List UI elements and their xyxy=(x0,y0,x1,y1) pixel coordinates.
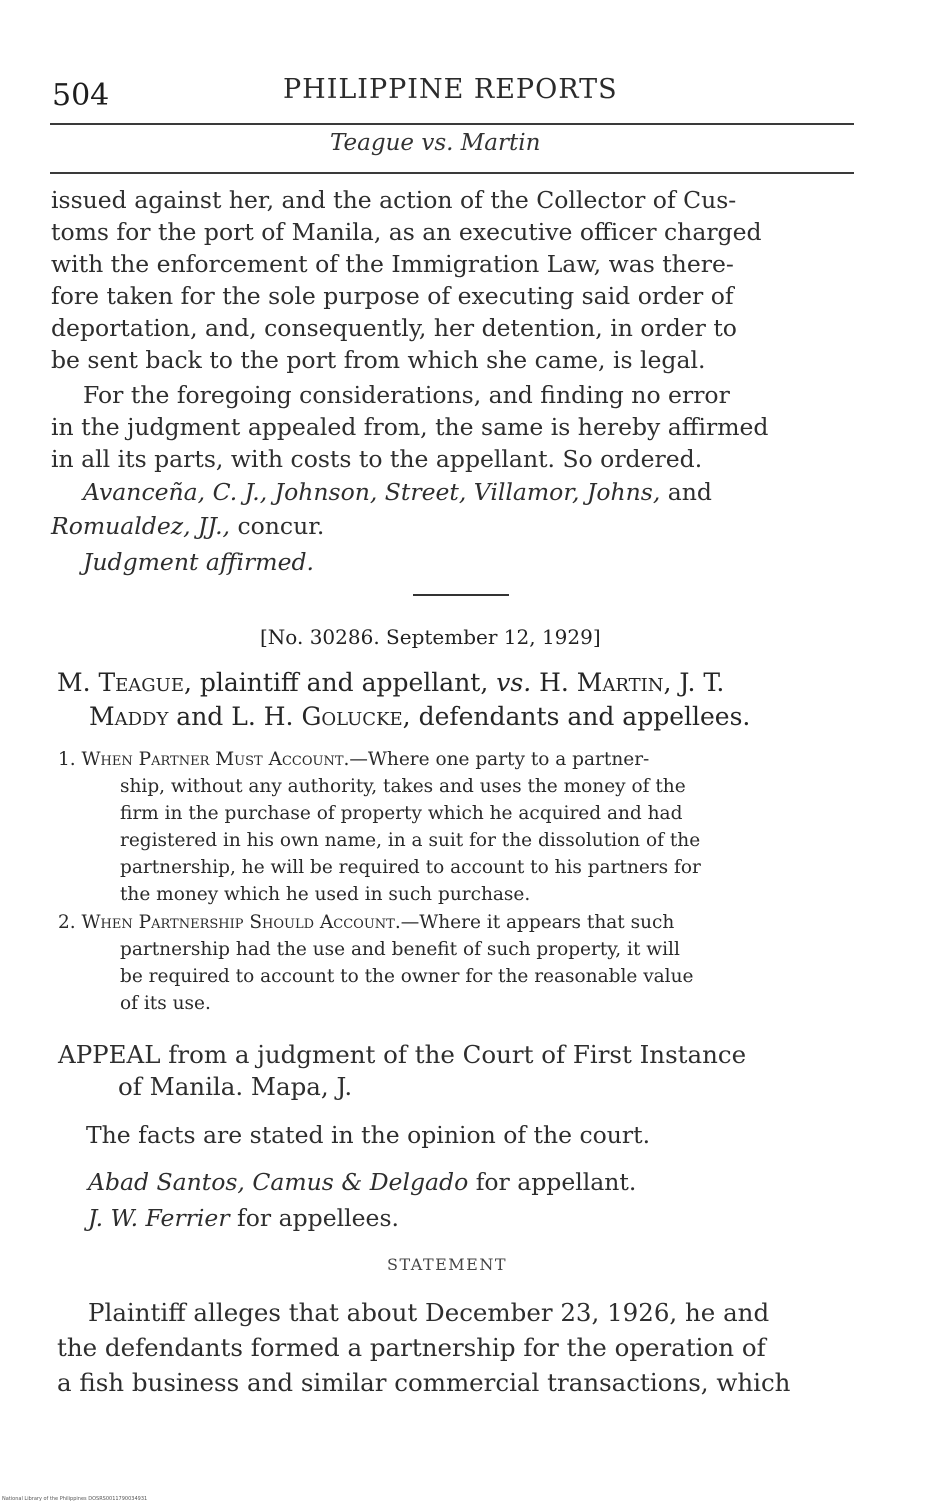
appellant-counsel-line xyxy=(88,1168,636,1196)
text-line: in the judgment appealed from, the same is hereby affirmed xyxy=(51,413,769,441)
justice-names: Romualdez, JJ., xyxy=(51,512,231,540)
text-line: be sent back to the port from which she came, is legal. xyxy=(51,346,706,374)
text-line: toms for the port of Manila, as an executive officer charged xyxy=(51,218,762,246)
header-rule-top xyxy=(50,123,854,125)
statement-heading: STATEMENT xyxy=(387,1255,508,1274)
syllabus-text: —Where it appears that such xyxy=(400,912,675,933)
plaintiff-name: M. Teague xyxy=(57,668,184,697)
conjunction: and xyxy=(660,478,712,506)
facts-note: The facts are stated in the opinion of the court. xyxy=(86,1121,651,1149)
syllabus-line: partnership, he will be required to account to his partners for xyxy=(120,857,701,878)
appeal-line-1: APPEAL from a judgment of the Court of First Instance xyxy=(58,1040,747,1069)
syllabus-number: 1. xyxy=(58,749,76,770)
text-line: Plaintiff alleges that about December 23, 1926, he and xyxy=(88,1298,770,1327)
text-line: deportation, and, consequently, her detention, in order to xyxy=(51,314,737,342)
appellee-suffix: for appellees. xyxy=(229,1204,399,1232)
publication-title: PHILIPPINE REPORTS xyxy=(283,74,618,105)
section-divider xyxy=(413,594,509,596)
concurring-justices-cont xyxy=(51,512,324,540)
concurring-justices xyxy=(83,478,712,506)
header-rule-bottom xyxy=(50,172,854,174)
plaintiff-role: , plaintiff and appellant, xyxy=(184,668,497,697)
syllabus-line: ship, without any authority, takes and uses the money of the xyxy=(120,776,686,797)
defendant-name: Golucke xyxy=(301,702,403,731)
defendant-role: , defendants and appellees. xyxy=(402,702,751,731)
syllabus-line: be required to account to the owner for the reasonable value xyxy=(120,966,694,987)
text-line: issued against her, and the action of the Collector of Cus- xyxy=(51,186,737,214)
syllabus-heading: When Partnership Should Account. xyxy=(81,912,401,933)
syllabus-number: 2. xyxy=(58,912,76,933)
appellee-counsel: J. W. Ferrier xyxy=(88,1204,230,1232)
case-title-line-2 xyxy=(89,702,750,731)
versus: vs. xyxy=(496,668,532,697)
disposition: Judgment affirmed. xyxy=(83,548,314,576)
syllabus-heading: When Partner Must Account. xyxy=(81,749,350,770)
syllabus-item-2-first-line xyxy=(58,912,674,933)
appellee-counsel-line xyxy=(88,1204,399,1232)
case-caption: Teague vs. Martin xyxy=(330,130,541,156)
syllabus-line: of its use. xyxy=(120,993,211,1014)
text-line: a fish business and similar commercial transactions, which xyxy=(57,1368,791,1397)
docket-number: [No. 30286. September 12, 1929] xyxy=(260,625,601,649)
syllabus-line: partnership had the use and benefit of such property, it will xyxy=(120,939,680,960)
case-title-line-1 xyxy=(57,668,724,697)
defendant-name: Maddy xyxy=(89,702,169,731)
defendant-name: H. Martin xyxy=(531,668,664,697)
justice-names: Avanceña, C. J., Johnson, Street, Villamor, Johns, xyxy=(83,478,661,506)
text-line: fore taken for the sole purpose of executing said order of xyxy=(51,282,734,310)
syllabus-text: —Where one party to a partner- xyxy=(349,749,650,770)
appellant-suffix: for appellant. xyxy=(468,1168,637,1196)
text-line: with the enforcement of the Immigration Law, was there- xyxy=(51,250,734,278)
appellant-counsel: Abad Santos, Camus & Delgado xyxy=(88,1168,469,1196)
page-number: 504 xyxy=(52,78,110,113)
syllabus-line: registered in his own name, in a suit for the dissolution of the xyxy=(120,830,701,851)
text-line: For the foregoing considerations, and finding no error xyxy=(83,381,730,409)
syllabus-line: the money which he used in such purchase. xyxy=(120,884,531,905)
text-line: in all its parts, with costs to the appellant. So ordered. xyxy=(51,445,703,473)
concur-word: concur. xyxy=(230,512,325,540)
separator: , J. T. xyxy=(663,668,725,697)
syllabus-item-1-first-line xyxy=(58,749,649,770)
separator: and L. H. xyxy=(168,702,302,731)
text-line: the defendants formed a partnership for the operation of xyxy=(57,1333,766,1362)
appeal-line-2: of Manila. Mapa, J. xyxy=(118,1072,353,1101)
scan-footer: National Library of the Philippines DOSRS0011790034931 xyxy=(2,1496,148,1502)
syllabus-line: firm in the purchase of property which he acquired and had xyxy=(120,803,683,824)
